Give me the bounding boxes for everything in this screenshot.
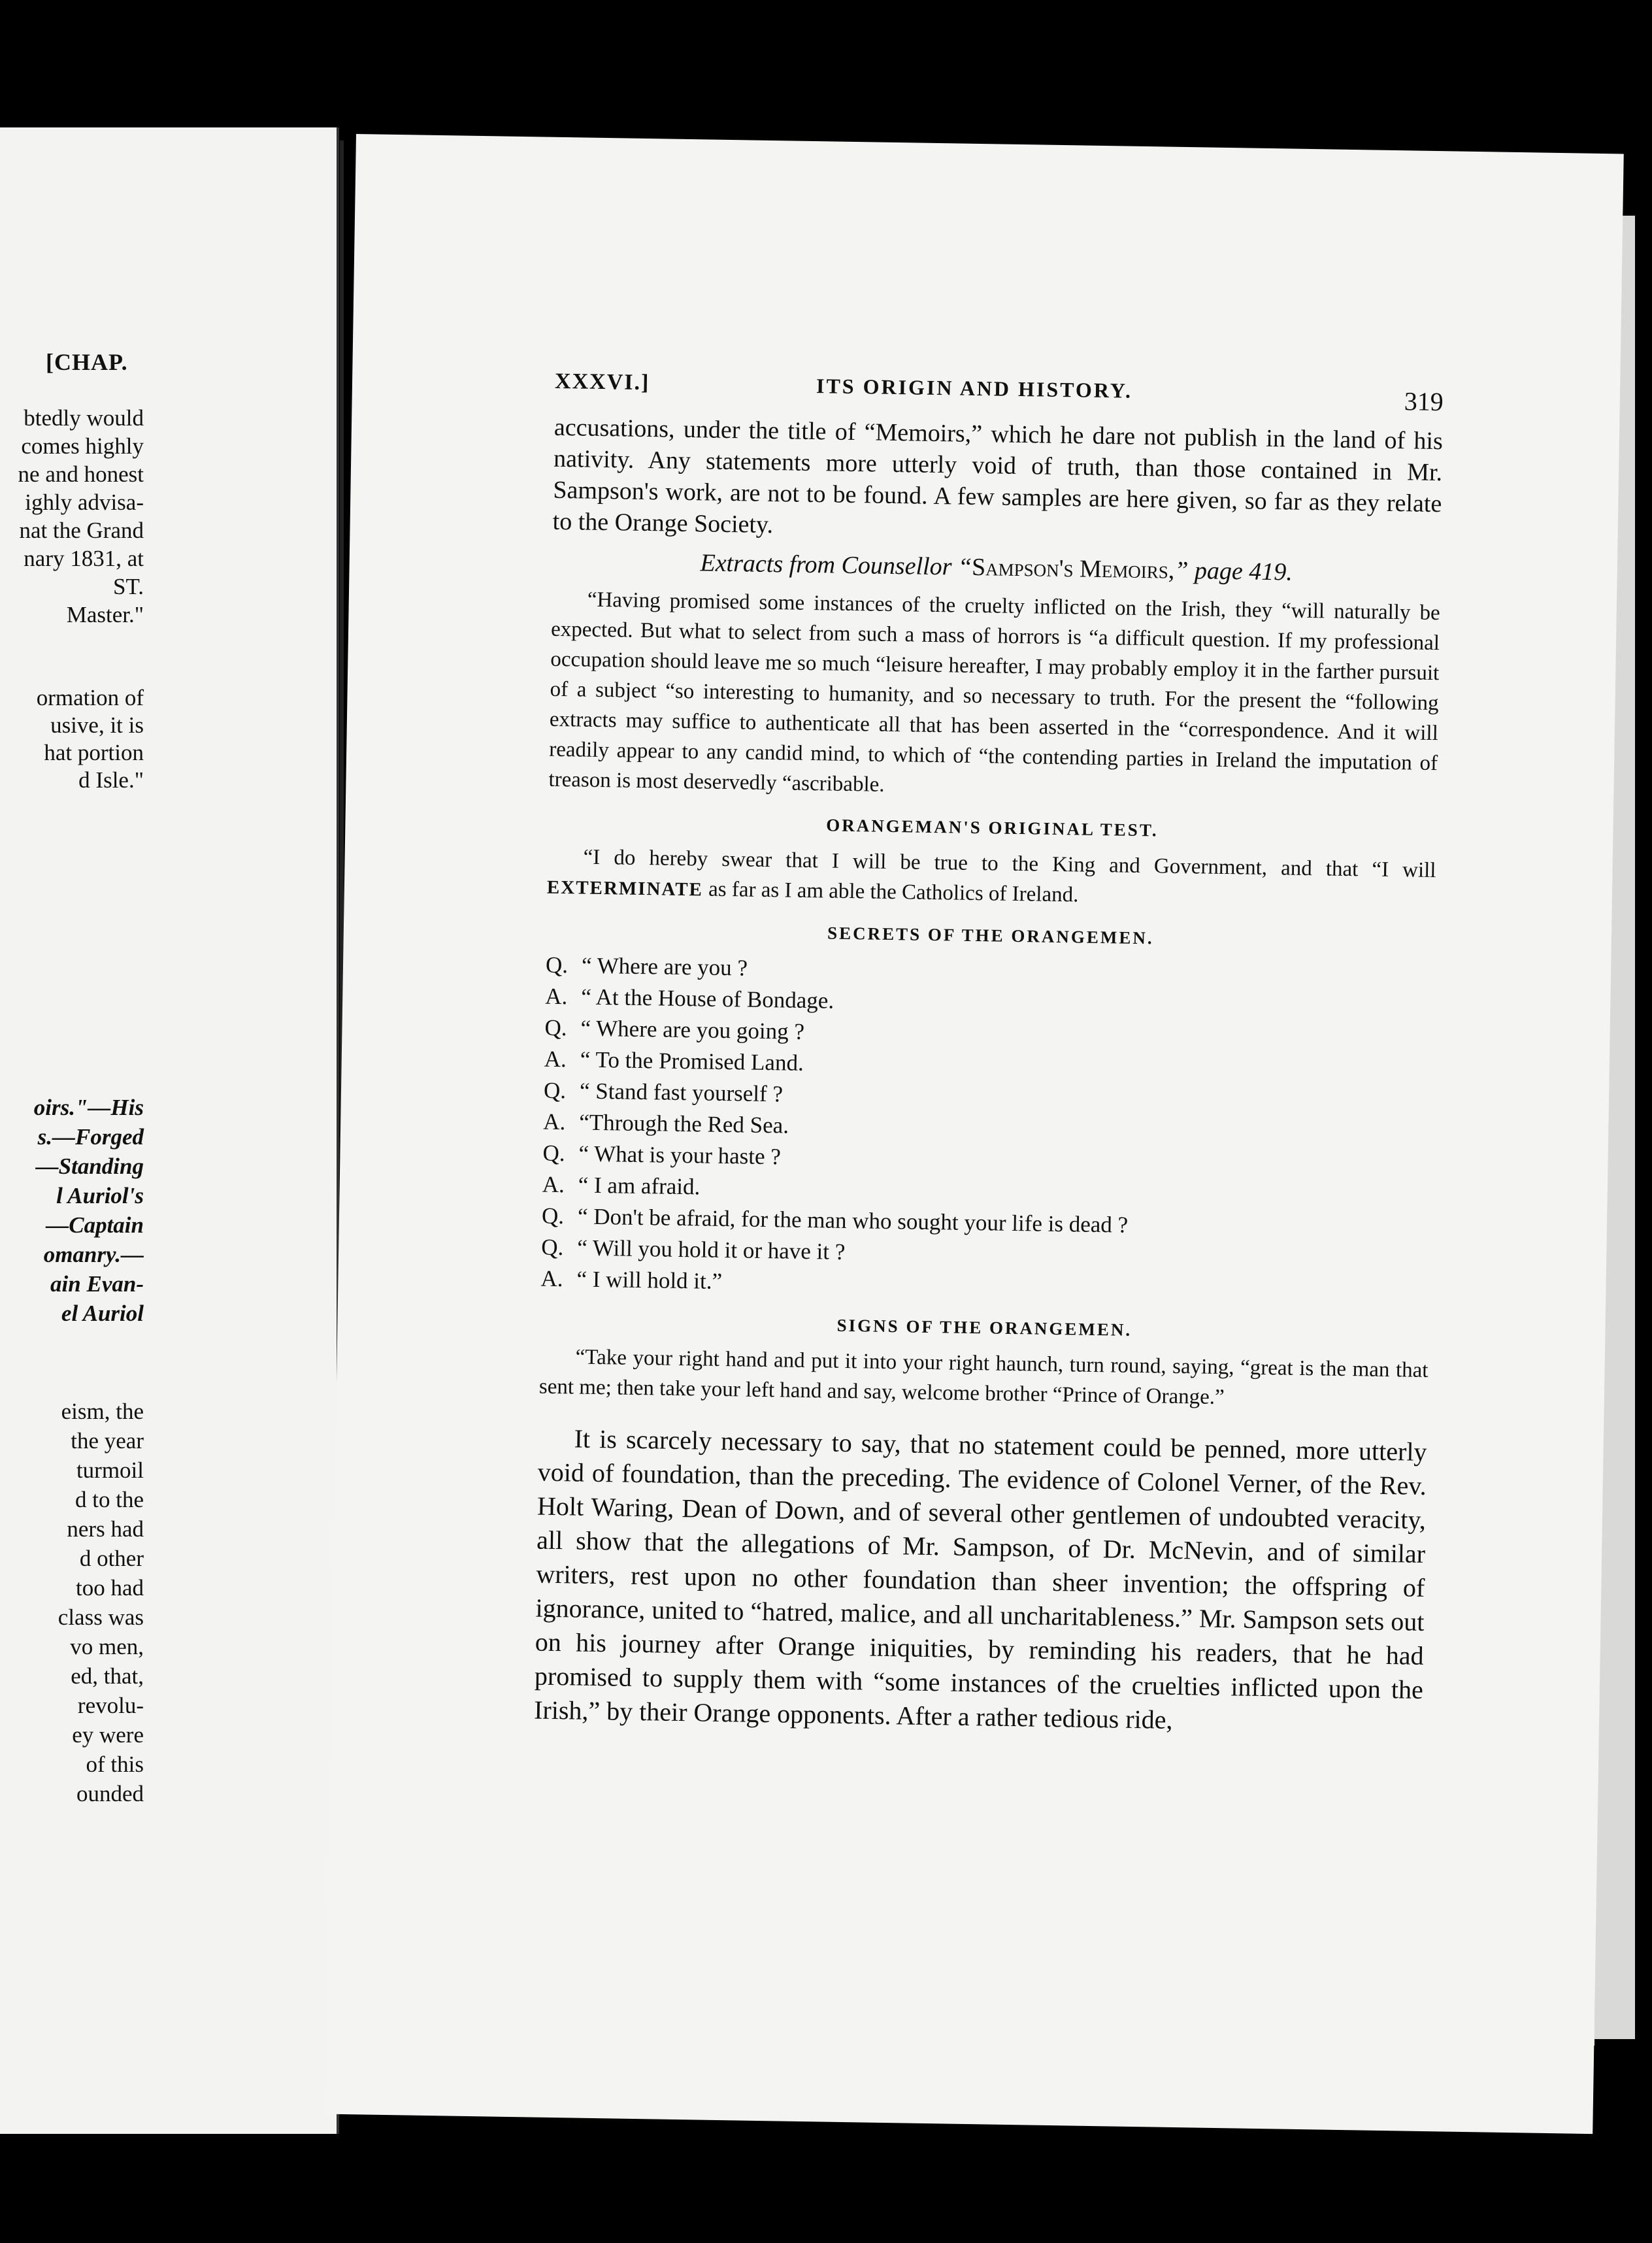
left-text-line: d Isle." <box>78 767 144 793</box>
qa-key: Q. <box>541 1203 565 1229</box>
qa-text: “ I am afraid. <box>578 1172 701 1200</box>
left-text-line: eism, the <box>61 1399 144 1424</box>
left-text-line: revolu- <box>77 1693 144 1718</box>
qa-key: A. <box>542 1108 566 1135</box>
left-text-line: ey were <box>72 1722 144 1748</box>
left-text-line: vo men, <box>70 1634 144 1659</box>
left-text-line: d to the <box>75 1487 144 1512</box>
left-text-line: ed, that, <box>71 1663 144 1689</box>
left-text-line: comes highly <box>21 433 144 459</box>
qa-key: Q. <box>540 1234 564 1261</box>
left-text-line: d other <box>79 1546 144 1571</box>
left-text-line: too had <box>75 1575 144 1601</box>
left-text-line: —Captain <box>46 1212 144 1238</box>
qa-key: A. <box>542 1171 565 1198</box>
left-text-line: nary 1831, at <box>24 546 144 571</box>
qa-key: Q. <box>542 1140 565 1167</box>
left-text-line: omanry.— <box>43 1242 144 1267</box>
qa-text: “ Stand fast yourself ? <box>579 1078 784 1107</box>
left-text-line: btedly would <box>24 405 144 431</box>
left-text-line: hat portion <box>44 740 144 765</box>
left-text-line: ounded <box>76 1781 144 1806</box>
test-text: “I do hereby swear that I will be true to the King and Government, and that “I will EXTERMINATE as far as I am able the Catholics of Ireland. <box>546 845 1436 907</box>
left-text-line: nat the Grand <box>19 518 144 543</box>
qa-text: “Through the Red Sea. <box>578 1109 789 1138</box>
left-text-line: usive, it is <box>50 712 144 738</box>
qa-text: “ What is your haste ? <box>578 1140 782 1170</box>
qa-text: “ Don't be afraid, for the man who sought your life is dead ? <box>577 1203 1129 1238</box>
left-text-line: turmoil <box>76 1457 144 1483</box>
left-text-line: ormation of <box>36 685 144 710</box>
left-text-line: class was <box>58 1604 144 1630</box>
qa-text: “ To the Promised Land. <box>580 1046 804 1076</box>
chapter-label: XXXVI.] <box>554 369 650 395</box>
left-text-line: ners had <box>67 1516 144 1542</box>
left-text-line: —Standing <box>35 1154 144 1179</box>
secrets-list <box>540 950 1434 1308</box>
right-page <box>325 134 1623 2134</box>
qa-text: “ Where are you ? <box>581 952 748 981</box>
left-page <box>0 127 339 2134</box>
left-text-line: ne and honest <box>18 461 144 487</box>
page-content <box>534 366 1444 1741</box>
extract-heading: Extracts from Counsellor “Sampson's Memoirs,” page 419. <box>700 549 1293 586</box>
left-text-line: el Auriol <box>61 1301 144 1326</box>
left-text-line: s.—Forged <box>37 1124 144 1150</box>
signs-text: “Take your right hand and put it into your right haunch, turn round, saying, “great is the man that sent me; then take your left hand and say, welcome brother “Prince of Orange.” <box>538 1345 1429 1410</box>
qa-key: Q. <box>543 1077 567 1104</box>
closing-paragraph: It is scarcely necessary to say, that no statement could be penned, more utterly void of foundation, than the preceding. The evidence of Colonel Verner, of the Rev. Holt Waring, Dean of Down, and of several other gentlemen of undoubted veracity, all show that the allegations of Mr. Sampson, of Dr. McNevin, and of similar writers, rest upon no other foundation than sheer invention; the offspring of ignorance, united to “hatred, malice, and all uncharitableness.” Mr. Sampson sets out on his journey after Orange iniquities, by reminding his readers, that he had promised to supply them with “some instances of the cruelties inflicted upon the Irish,” by their Orange opponents. After a rather tedious ride, <box>533 1423 1427 1735</box>
qa-text: “ At the House of Bondage. <box>581 984 834 1014</box>
qa-key: Q. <box>544 1014 567 1041</box>
qa-key: A. <box>540 1265 563 1292</box>
qa-key: A. <box>545 983 568 1010</box>
left-text-line: Master." <box>66 602 144 627</box>
qa-text: “ Where are you going ? <box>580 1015 805 1044</box>
left-text-line: ST. <box>113 574 144 599</box>
qa-key: A. <box>544 1046 567 1072</box>
opening-paragraph: accusations, under the title of “Memoirs,” which he dare not publish in the land of his nativity. Any statements more utterly void of truth, than those contained in Mr. Sampson's work, are not to be found. A few samples are here given, so far as they relate to the Orange Society. <box>552 413 1444 539</box>
running-title: ITS ORIGIN AND HISTORY. <box>816 374 1133 403</box>
left-text-line: l Auriol's <box>56 1183 144 1208</box>
left-text-line: oirs."—His <box>33 1095 144 1120</box>
left-text-line: ighly advisa- <box>25 490 144 515</box>
page-number: 319 <box>1404 386 1444 417</box>
qa-text: “ I will hold it.” <box>576 1266 723 1295</box>
test-heading: ORANGEMAN'S ORIGINAL TEST. <box>826 815 1159 840</box>
left-chapter-label: [CHAP. <box>46 349 128 375</box>
sampson-quote: “Having promised some instances of the cruelty inflicted on the Irish, they “will naturally be expected. But what to select from such a mass of horrors is “a difficult question. If my professional occupation should leave me so much “leisure hereafter, I may probably employ it in the farther pursuit of a subject “so interesting to humanity, and so necessary to truth. For the present the “following extracts may suffice to authenticate all that has been asserted in the “correspondence. And it will readily appear to any candid mind, to which of “the contending parties in Ireland the imputation of treason is most deservedly “ascribable. <box>548 588 1440 797</box>
qa-key: Q. <box>545 952 569 978</box>
signs-heading: SIGNS OF THE ORANGEMEN. <box>836 1315 1132 1340</box>
left-text-line: the year <box>71 1428 144 1454</box>
left-text-line: of this <box>86 1752 144 1777</box>
secrets-heading: SECRETS OF THE ORANGEMEN. <box>827 923 1154 948</box>
left-text-line: ain Evan- <box>50 1271 144 1297</box>
qa-text: “ Will you hold it or have it ? <box>576 1235 846 1265</box>
